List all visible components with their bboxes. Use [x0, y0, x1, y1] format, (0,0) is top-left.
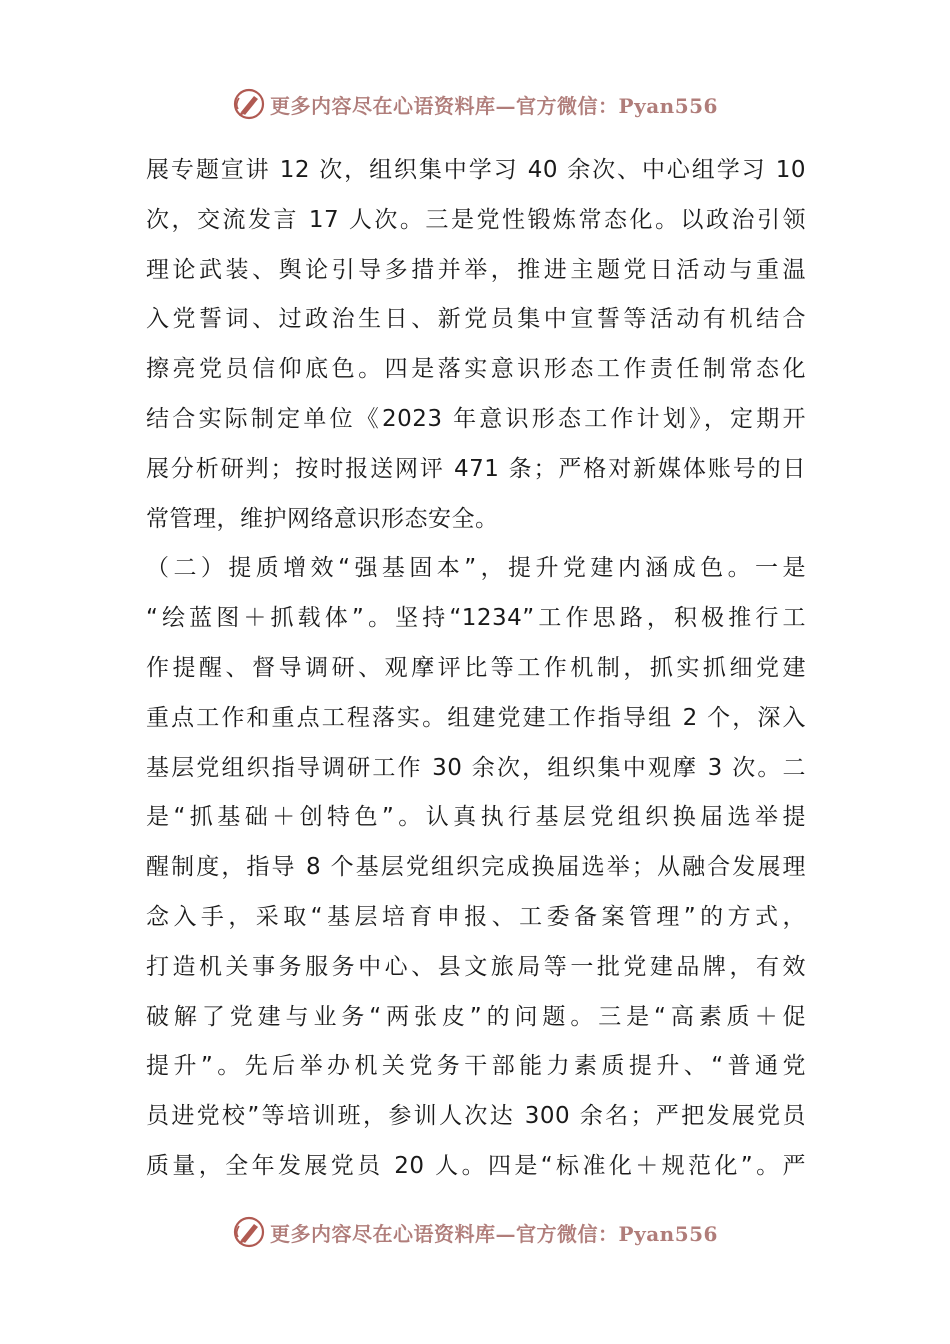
text-line: （二）提质增效“强基固本”，提升党建内涵成色。一是 [146, 555, 806, 582]
text-line: 展分析研判；按时报送网评 471 条；严格对新媒体账号的日 [146, 455, 806, 482]
text-line: 展专题宣讲 12 次，组织集中学习 40 余次、中心组学习 10 [146, 157, 806, 183]
text-line: 基层党组织指导调研工作 30 余次，组织集中观摩 3 次。二 [146, 754, 806, 781]
document-body [146, 146, 806, 1192]
text-line: 次，交流发言 17 人次。三是党性锻炼常态化。以政治引领 [146, 206, 806, 233]
text-line: 打造机关事务服务中心、县文旅局等一批党建品牌，有效 [146, 953, 806, 980]
pen-nib-logo-icon [232, 1215, 266, 1249]
text-line: 破解了党建与业务“两张皮”的问题。三是“高素质＋促 [146, 1003, 806, 1030]
text-line: 结合实际制定单位《2023 年意识形态工作计划》，定期开 [146, 405, 806, 432]
text-line: 理论武装、舆论引导多措并举，推进主题党日活动与重温 [146, 256, 806, 283]
text-line: 常管理，维护网络意识形态安全。 [146, 505, 499, 532]
text-line: 醒制度，指导 8 个基层党组织完成换届选举；从融合发展理 [146, 854, 806, 881]
watermark-text: 更多内容尽在心语资料库—官方微信：Pyan556 [270, 1221, 718, 1246]
text-line: 质量，全年发展党员 20 人。四是“标准化＋规范化”。严 [146, 1152, 806, 1179]
text-line: 重点工作和重点工程落实。组建党建工作指导组 2 个，深入 [146, 704, 806, 731]
watermark-header [0, 84, 950, 124]
text-line: 擦亮党员信仰底色。四是落实意识形态工作责任制常态化 [146, 356, 806, 383]
watermark-footer [0, 1212, 950, 1252]
pen-nib-logo-icon [232, 87, 266, 121]
text-line: 员进党校”等培训班，参训人次达 300 余名；严把发展党员 [146, 1103, 806, 1130]
text-line: 作提醒、督导调研、观摩评比等工作机制，抓实抓细党建 [146, 654, 806, 681]
text-line: 入党誓词、过政治生日、新党员集中宣誓等活动有机结合 [146, 306, 806, 333]
text-line: 念入手，采取“基层培育申报、工委备案管理”的方式， [146, 903, 806, 930]
text-line: 是“抓基础＋创特色”。认真执行基层党组织换届选举提 [146, 804, 806, 831]
watermark-text: 更多内容尽在心语资料库—官方微信：Pyan556 [270, 93, 718, 118]
text-line: 提升”。先后举办机关党务干部能力素质提升、“普通党 [146, 1053, 806, 1080]
text-line: “绘蓝图＋抓载体”。坚持“1234”工作思路，积极推行工 [146, 605, 806, 632]
